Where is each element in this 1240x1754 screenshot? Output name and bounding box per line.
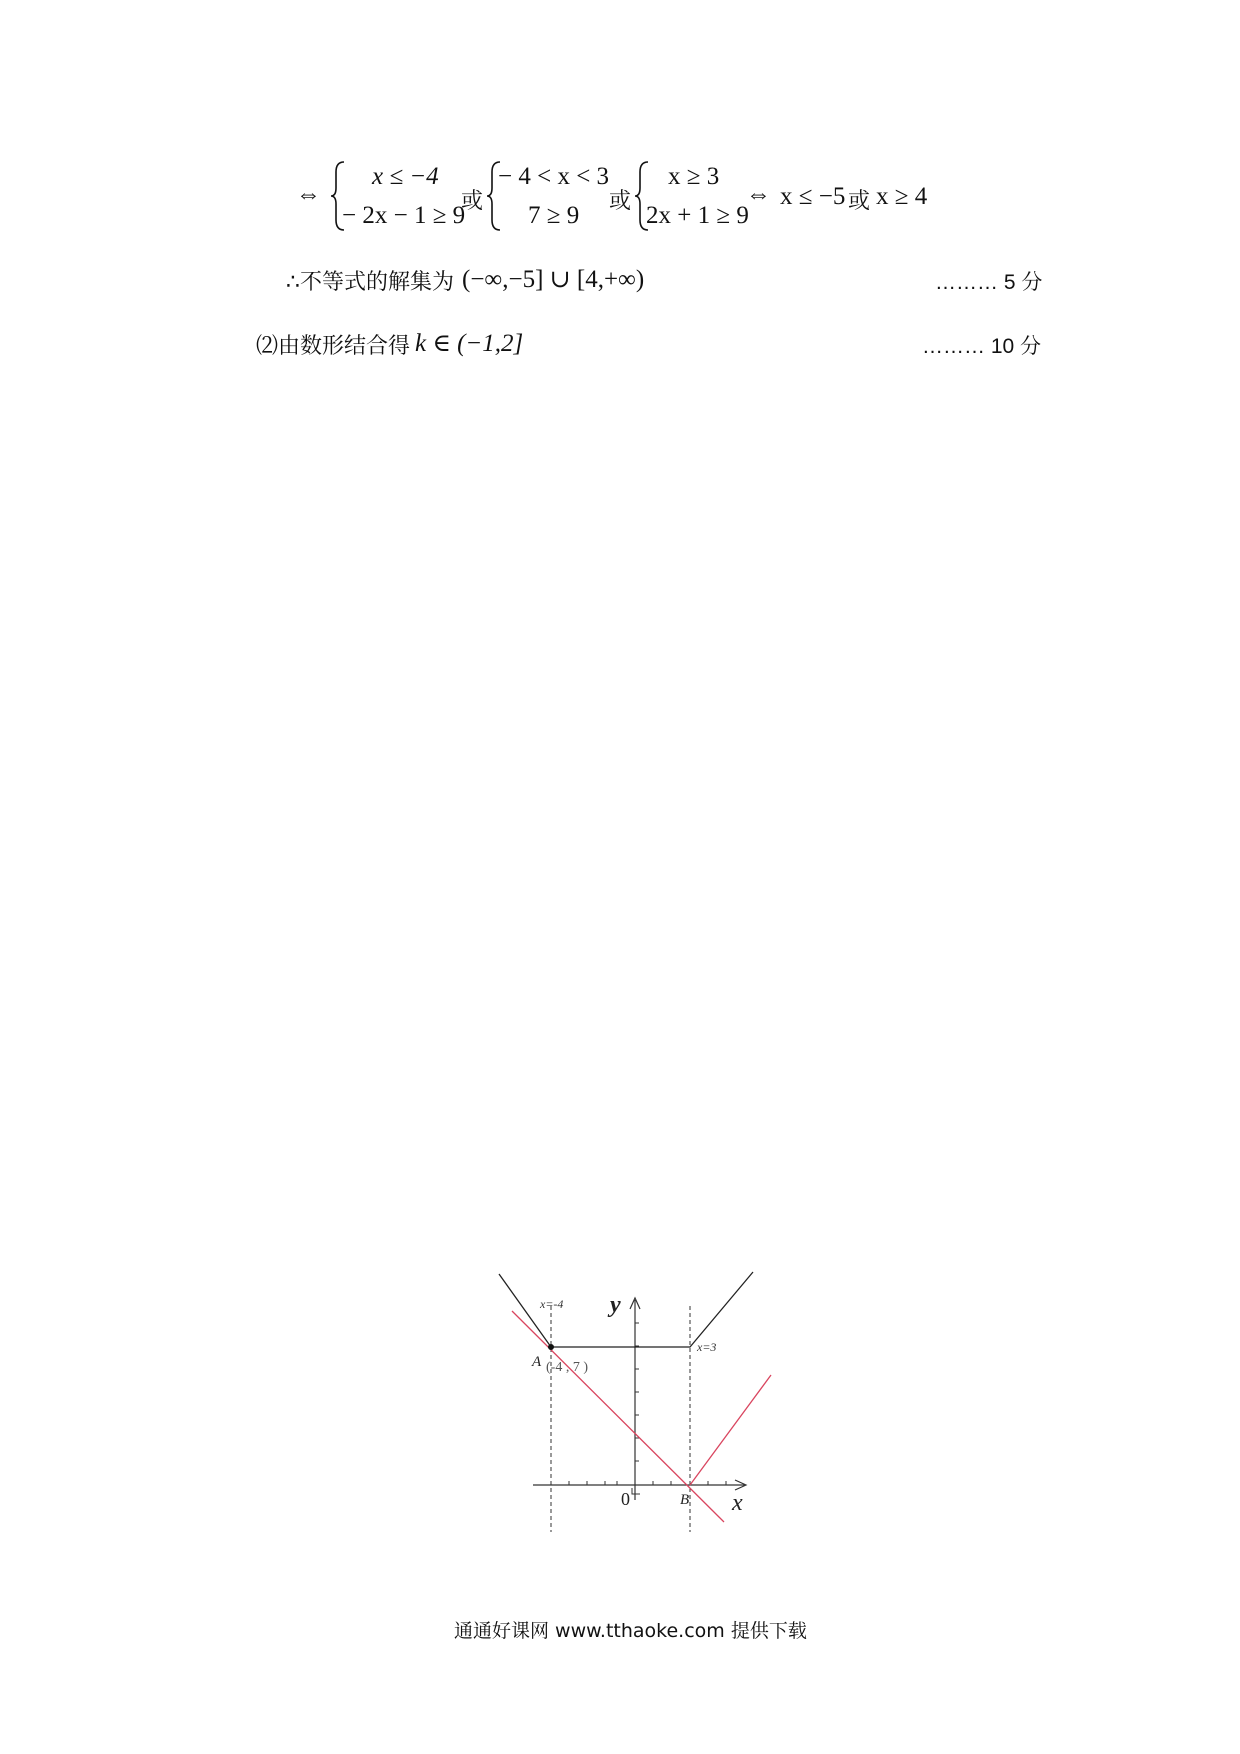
origin-mark [632,1488,640,1494]
label-x-neg4: x=-4 [540,1297,564,1311]
sys1-bottom: − 2x − 1 ≥ 9 [342,202,466,229]
or-3: 或 [848,189,871,214]
point-A [548,1344,554,1350]
red-line-through-A-B [512,1311,724,1522]
label-y: y [610,1292,621,1318]
label-x: x [732,1490,743,1516]
solution-set-math: (−∞,−5] ∪ [4,+∞) [462,266,645,293]
or-2: 或 [609,189,632,214]
footer-text: 通通好课网 www.tthaoke.com 提供下载 [454,1620,807,1642]
score-10: ……… 10 分 [922,335,1042,358]
iff-symbol-2: ⇔ [746,181,771,208]
label-origin: 0 [621,1489,630,1509]
result-a: x ≤ −5 [780,183,846,210]
sys2-top: − 4 < x < 3 [498,163,610,190]
or-1: 或 [461,189,484,214]
label-A-coord: (-4 , 7 ) [546,1360,588,1375]
label-B: B [680,1492,690,1508]
label-x3: x=3 [697,1340,717,1354]
graph-figure [480,1260,800,1540]
part2-math: k ∈ (−1,2] [415,330,524,357]
sys3-top: x ≥ 3 [668,163,720,190]
result-b: x ≥ 4 [876,183,928,210]
sys2-bottom: 7 ≥ 9 [528,202,580,229]
part2-text: ⑵由数形结合得 [256,334,411,359]
solution-set-text: ∴不等式的解集为 [286,270,454,295]
sys3-bottom: 2x + 1 ≥ 9 [646,202,749,229]
label-A: A [532,1354,542,1370]
iff-symbol: ⇔ [296,181,321,208]
score-5: ……… 5 分 [935,271,1043,294]
red-line-right [690,1375,771,1485]
sys1-top: x ≤ −4 [372,163,439,190]
